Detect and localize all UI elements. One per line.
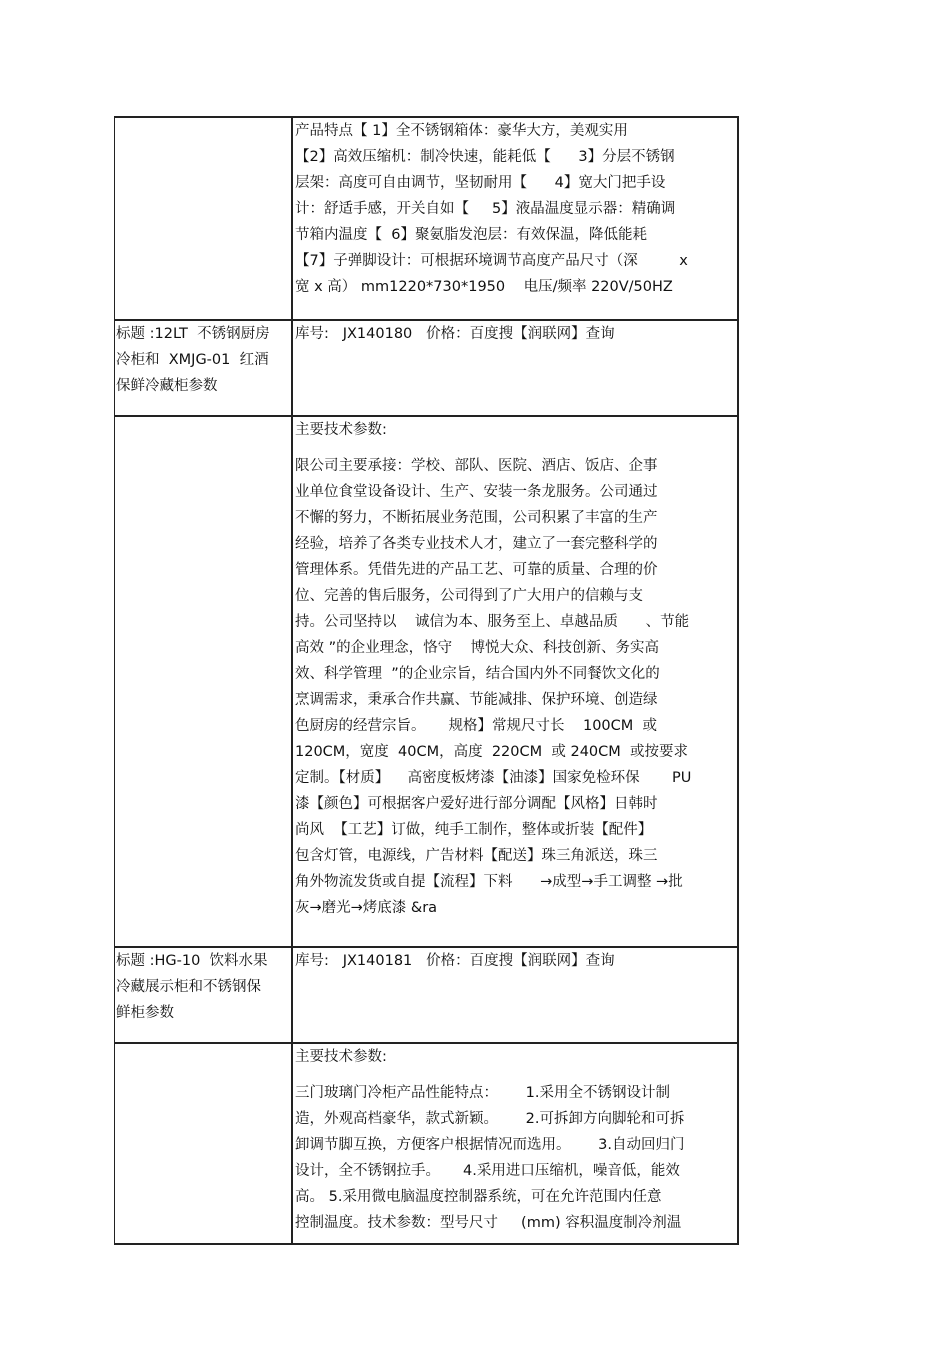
text-line: 角外物流发货或自提【流程】下料 →成型→手工调整 →批 [295,874,683,890]
title-cell [115,118,293,319]
section-heading: 主要技术参数: [295,1049,387,1065]
table-row [115,948,737,1044]
text-line: 设计，全不锈钢拉手。 4.采用进口压缩机，噪音低，能效 [295,1163,680,1179]
title-line: 保鲜冷藏柜参数 [116,378,218,394]
text-line: 色厨房的经营宗旨。 规格】常规尺寸长 100CM 或 [295,718,658,734]
text-line: 效、科学管理 ”的企业宗旨，结合国内外不同餐饮文化的 [295,666,660,682]
text-line: 位、完善的售后服务，公司得到了广大用户的信赖与支 [295,588,643,604]
text-line: 限公司主要承接：学校、部队、医院、酒店、饭店、企事 [295,458,658,474]
text-line: 控制温度。技术参数：型号尺寸 (mm) 容积温度制冷剂温 [295,1215,682,1231]
text-line: 尚风 【工艺】订做，纯手工制作，整体或折装【配件】 [295,822,653,838]
text-line: 灰→磨光→烤底漆 &ra [295,900,438,916]
title-cell [115,948,293,1042]
content-cell [293,118,737,319]
stock-price-line: 库号: JX140181 价格：百度搜【润联网】查询 [295,953,615,969]
text-line: 三门玻璃门冷柜产品性能特点： 1.采用全不锈钢设计制 [295,1085,670,1101]
title-line: 冷藏展示柜和不锈钢保 [116,979,261,995]
title-cell [115,1044,293,1243]
text-line: 经验，培养了各类专业技术人才，建立了一套完整科学的 [295,536,658,552]
text-line: 计：舒适手感，开关自如【 5】液晶温度显示器：精确调 [295,201,676,217]
text-line: 宽 x 高） mm1220*730*1950 电压/频率 220V/50HZ [295,279,673,295]
text-line: 层架：高度可自由调节，坚韧耐用【 4】宽大门把手设 [295,175,666,191]
text-line: 定制。【材质】 高密度板烤漆【油漆】国家免检环保 PU [295,770,692,786]
content-cell [293,1044,737,1243]
spec-table [114,116,739,1245]
text-line: 造，外观高档豪华，款式新颖。 2.可拆卸方向脚轮和可拆 [295,1111,685,1127]
text-line: 漆【颜色】可根据客户爱好进行部分调配【风格】日韩时 [295,796,658,812]
text-line: 持。公司坚持以 诚信为本、服务至上、卓越品质 、节能 [295,614,690,630]
text-line: 不懈的努力，不断拓展业务范围，公司积累了丰富的生产 [295,510,658,526]
title-line: 冷柜和 XMJG-01 红酒 [116,352,269,368]
text-line: 高效 ”的企业理念，恪守 博悦大众、科技创新、务实高 [295,640,660,656]
content-cell [293,417,737,946]
table-row [115,321,737,417]
table-row [115,1044,737,1245]
text-line: 节箱内温度【 6】聚氨脂发泡层：有效保温，降低能耗 [295,227,647,243]
text-line: 烹调需求，秉承合作共赢、节能减排、保护环境、创造绿 [295,692,658,708]
stock-price-line: 库号: JX140180 价格：百度搜【润联网】查询 [295,326,615,342]
table-row [115,417,737,948]
text-line: 管理体系。凭借先进的产品工艺、可靠的质量、合理的价 [295,562,658,578]
text-line: 产品特点【 1】全不锈钢箱体：豪华大方，美观实用 [295,123,628,139]
text-line: 【2】高效压缩机：制冷快速，能耗低【 3】分层不锈钢 [295,149,675,165]
text-line: 高。 5.采用微电脑温度控制器系统，可在允许范围内任意 [295,1189,662,1205]
title-line: 标题 :12LT 不锈钢厨房 [116,326,270,342]
table-row [115,118,737,321]
title-line: 鲜柜参数 [116,1005,174,1021]
content-cell [293,321,737,415]
section-heading: 主要技术参数: [295,422,387,438]
text-line: 卸调节脚互换，方便客户根据情况而选用。 3.自动回归门 [295,1137,685,1153]
text-line: 120CM，宽度 40CM，高度 220CM 或 240CM 或按要求 [295,744,688,760]
text-line: 业单位食堂设备设计、生产、安装一条龙服务。公司通过 [295,484,658,500]
content-cell [293,948,737,1042]
text-line: 包含灯管，电源线，广告材料【配送】珠三角派送，珠三 [295,848,658,864]
title-cell [115,321,293,415]
title-line: 标题 :HG-10 饮料水果 [116,953,268,969]
text-line: 【7】子弹脚设计：可根据环境调节高度产品尺寸（深 x [295,253,688,269]
title-cell [115,417,293,946]
